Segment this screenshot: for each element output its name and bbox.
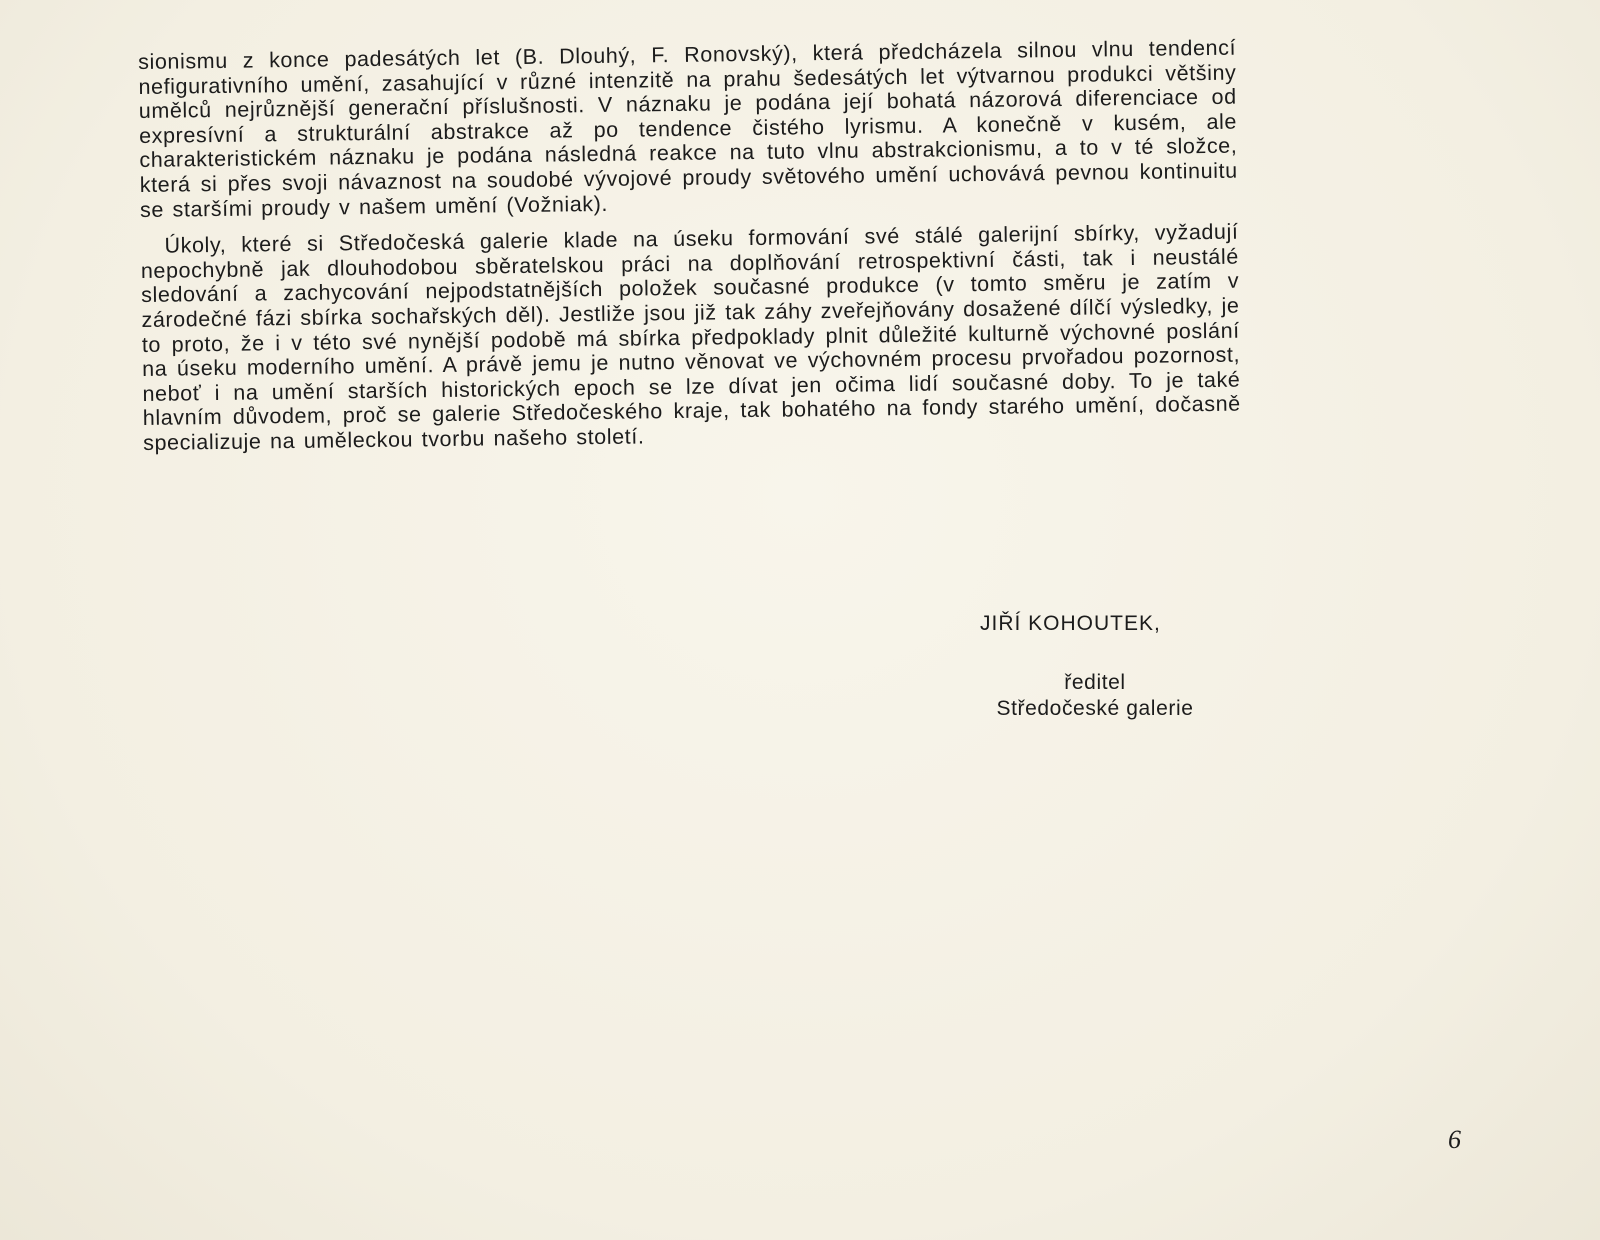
signature-role-title: ředitel	[1064, 671, 1126, 694]
paragraph-1: sionismu z konce padesátých let (B. Dlouhý, F. Ronovský), která předcházela silnou vlnu tendencí nefigurativního umění, zasahující v různé intenzitě na prahu šedesátých let výtvarnou produkci většiny umělců nejrůznější generační příslušnosti. V náznaku je podána její bohatá názorová diferenciace od expresívní a strukturální abstrakce až po tendence čistého lyrismu. A konečně v kusém, ale charakteristickém náznaku je podána následná reakce na tuto vlnu abstrakcionismu, a to v té složce, která si přes svoji návaznost na soudobé vývojové proudy světového umění uchovává pevnou kontinuitu se staršími proudy v našem umění (Vožniak).	[138, 35, 1238, 222]
signature-role-institution: Středočeské galerie	[996, 697, 1194, 720]
paragraph-2: Úkoly, které si Středočeská galerie klade na úseku formování své stálé galerijní sbírky, vyžadují nepochybně jak dlouhodobou sběratelskou práci na doplňování retrospektivní části, tak i neustálé sledování a zachycování nejpodstatnějších položek současné produkce (v tomto směru je zatím v zárodečné fázi sbírka sochařských děl). Jestliže jsou již tak záhy zveřejňovány dosažené dílčí výsledky, je to proto, že i v této své nynější podobě má sbírka předpoklady plnit důležité kulturně výchovné poslání na úseku moderního umění. A právě jemu je nutno věnovat ve výchovném procesu prvořadou pozornost, neboť i na umění starších historických epoch se lze dívat jen očima lidí současné doby. To je také hlavním důvodem, proč se galerie Středočeského kraje, tak bohatého na fondy starého umění, dočasně specializuje na uměleckou tvorbu našeho století.	[140, 219, 1241, 455]
page-number: 6	[1448, 1125, 1461, 1154]
signature-role	[980, 670, 1210, 722]
body-text	[138, 36, 1241, 456]
signature-name: JIŘÍ KOHOUTEK,	[980, 612, 1161, 635]
